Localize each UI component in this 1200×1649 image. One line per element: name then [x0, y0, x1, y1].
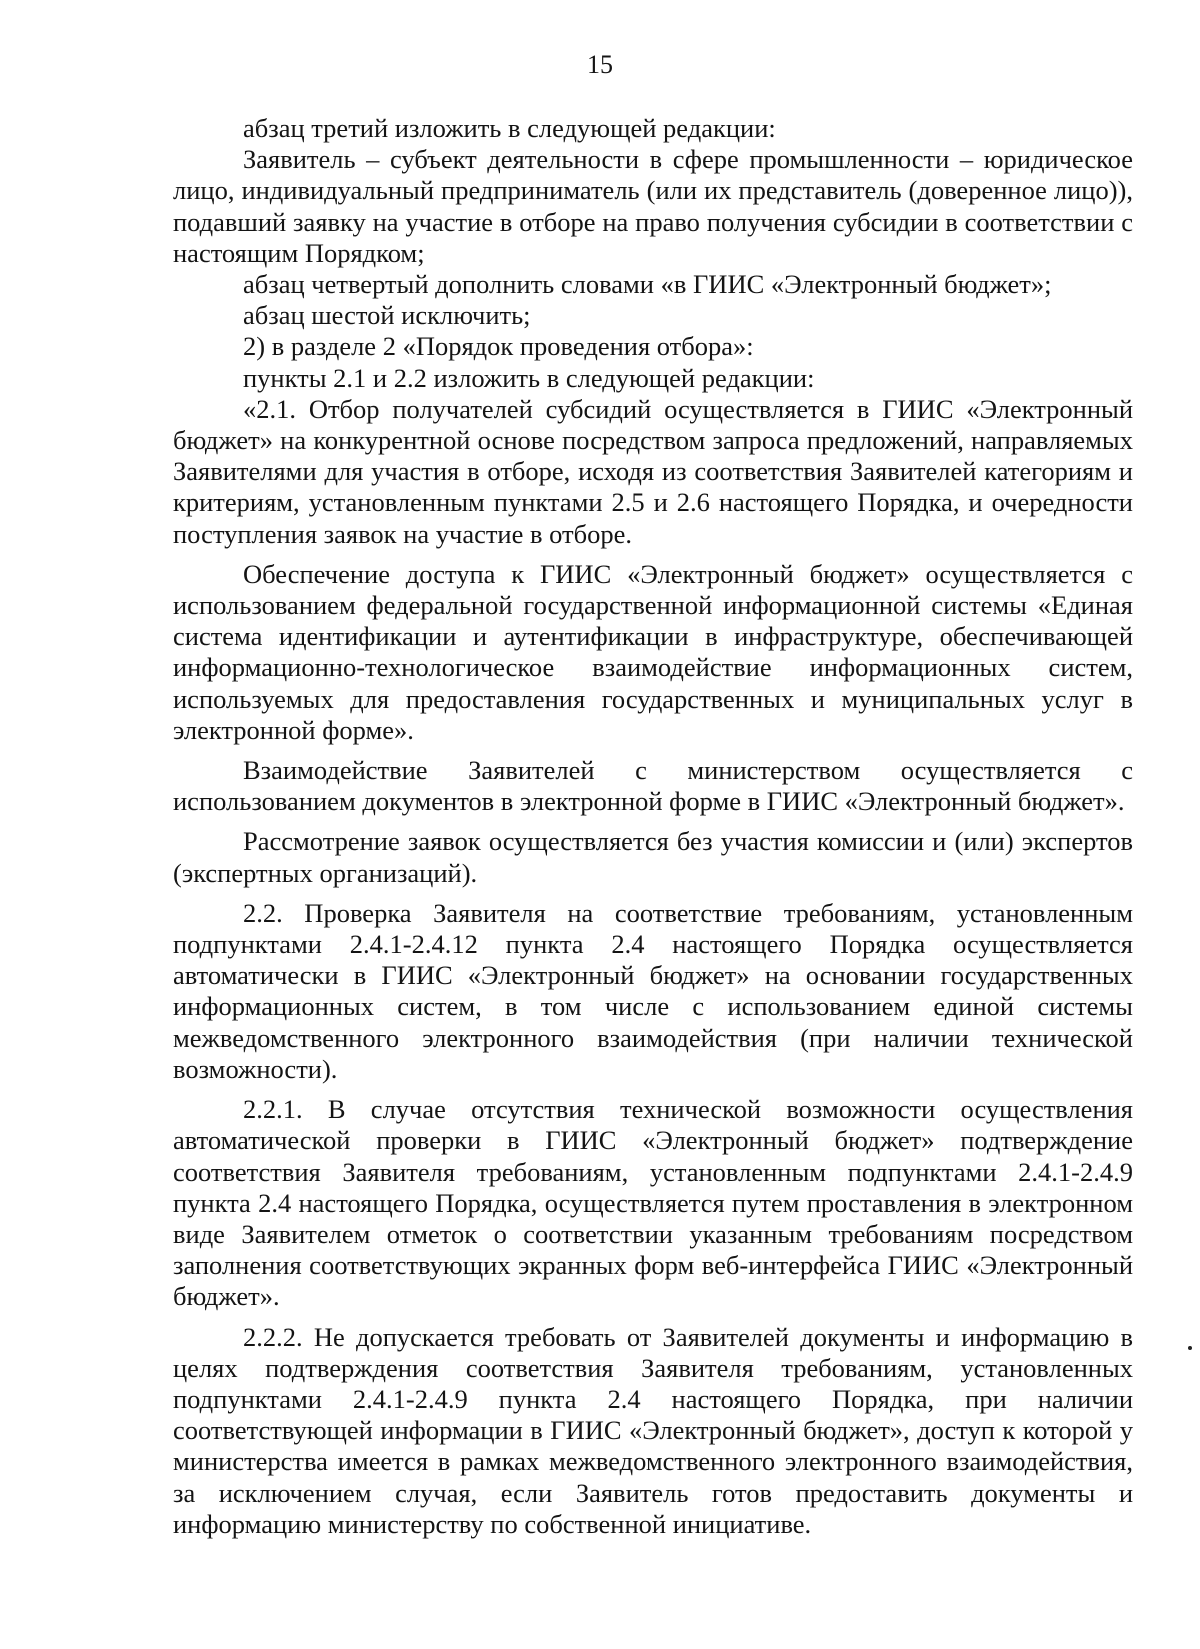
paragraph-punkty-2-1-2-2: пункты 2.1 и 2.2 изложить в следующей редакции: [243, 362, 815, 393]
paragraph-dostup: Обеспечение доступа к ГИИС «Электронный бюджет» осуществляется с использованием федеральной государственной информационной системы «Единая система идентификации и аутентификации в инфраструктуре, обеспечивающей информационно-технологическое взаимодействие информационных систем, используемых для предоставления государственных и муниципальных услуг в электронной форме». [173, 558, 1133, 745]
paragraph-abzac-chetvertyi: абзац четвертый дополнить словами «в ГИИС «Электронный бюджет»; [243, 269, 1052, 300]
paragraph-2-2-2: 2.2.2. Не допускается требовать от Заявителей документы и информацию в целях подтверждения соответствия Заявителя требованиям, установленных подпунктами 2.4.1-2.4.9 пункта 2.4 настоящего Порядка, при наличии соответствующей информации в ГИИС «Электронный бюджет», доступ к которой у министерства имеется в рамках межведомственного электронного взаимодействия, за исключением случая, если Заявитель готов предоставить документы и информацию министерству по собственной инициативе. [173, 1321, 1133, 1539]
paragraph-abzac-shestoy: абзац шестой исключить; [243, 300, 531, 331]
paragraph-2-2: 2.2. Проверка Заявителя на соответствие требованиям, установленным подпунктами 2.4.1-2.4.12 пункта 2.4 настоящего Порядка осуществляется автоматически в ГИИС «Электронный бюджет» на основании государственных информационных систем, в том числе с использованием единой системы межведомственного электронного взаимодействия (при наличии технической возможности). [173, 897, 1133, 1084]
page-number: 15 [587, 50, 613, 79]
paragraph-zayavitel-definition: Заявитель – субъект деятельности в сфере промышленности – юридическое лицо, индивидуальный предприниматель (или их представитель (доверенное лицо)), подавший заявку на участие в отборе на право получения субсидии в соответствии с настоящим Порядком; [173, 144, 1133, 268]
scan-speck [1188, 1346, 1192, 1350]
paragraph-rassmotrenie: Рассмотрение заявок осуществляется без участия комиссии и (или) экспертов (экспертных организаций). [173, 826, 1133, 888]
paragraph-razdel-2: 2) в разделе 2 «Порядок проведения отбора»: [243, 331, 754, 362]
paragraph-2-2-1: 2.2.1. В случае отсутствия технической возможности осуществления автоматической проверки в ГИИС «Электронный бюджет» подтверждение соответствия Заявителя требованиям, установленным подпунктами 2.4.1-2.4.9 пункта 2.4 настоящего Порядка, осуществляется путем проставления в электронном виде Заявителем отметок о соответствии указанным требованиям посредством заполнения соответствующих экранных форм веб-интерфейса ГИИС «Электронный бюджет». [173, 1094, 1133, 1312]
document-body [173, 113, 1133, 1540]
paragraph-abzac-tretiy: абзац третий изложить в следующей редакции: [243, 113, 776, 143]
paragraph-vzaimodeystvie: Взаимодействие Заявителей с министерством осуществляется с использованием документов в электронной форме в ГИИС «Электронный бюджет». [173, 755, 1133, 817]
paragraph-2-1: «2.1. Отбор получателей субсидий осуществляется в ГИИС «Электронный бюджет» на конкурентной основе посредством запроса предложений, направляемых Заявителями для участия в отборе, исходя из соответствия Заявителей категориям и критериям, установленным пунктами 2.5 и 2.6 настоящего Порядка, и очередности поступления заявок на участие в отборе. [173, 393, 1133, 549]
